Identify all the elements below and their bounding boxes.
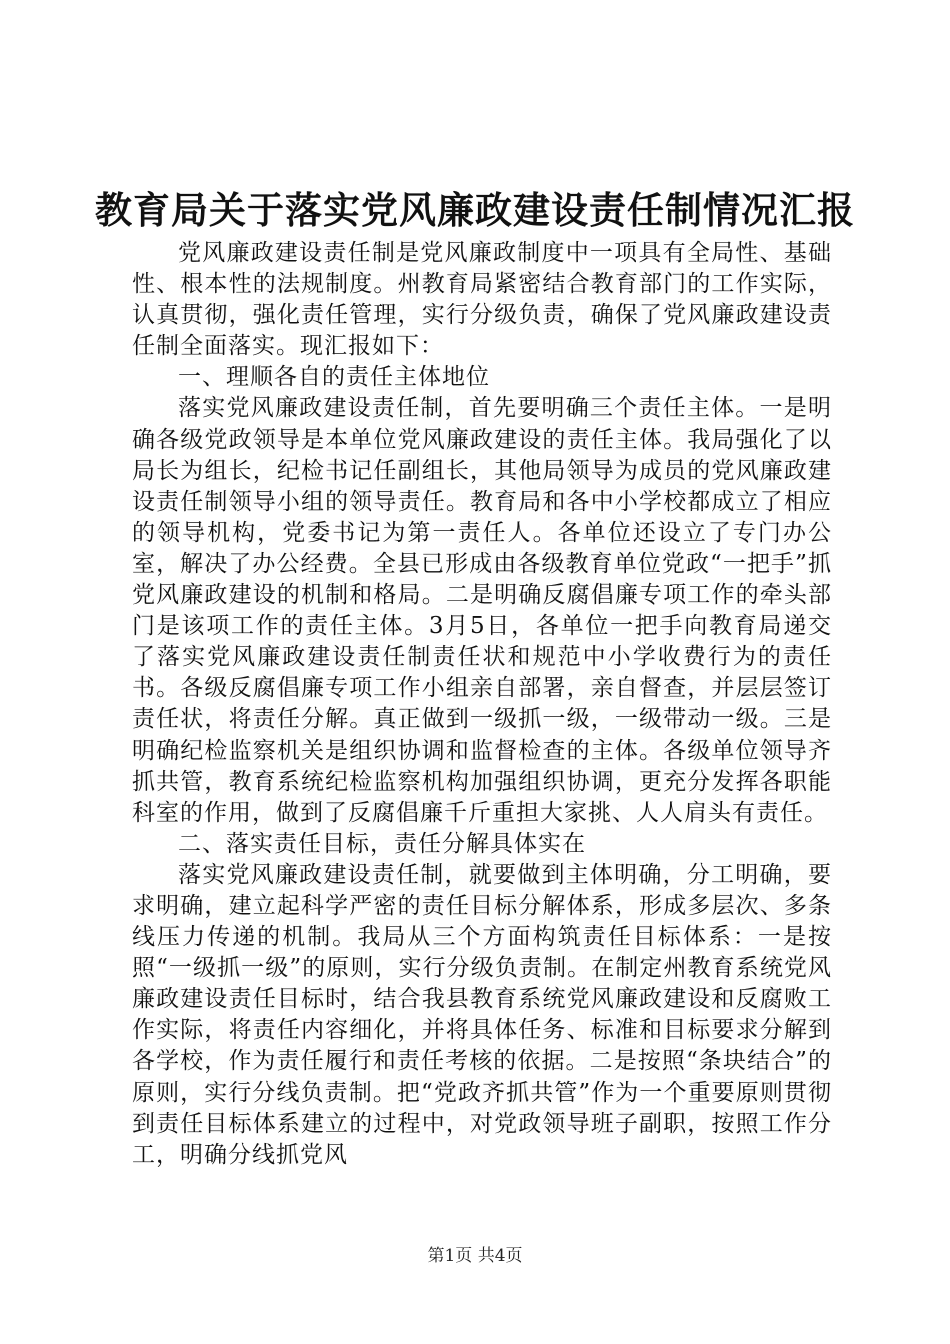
page-number-footer: 第1页 共4页 <box>427 1246 523 1266</box>
document-title: 教育局关于落实党风廉政建设责任制情况汇报 <box>95 188 855 232</box>
section-heading-1: 一、理顺各自的责任主体地位 <box>178 364 490 391</box>
paragraph-section-1: 落实党风廉政建设责任制，首先要明确三个责任主体。一是明确各级党政领导是本单位党风廉政建设的责任主体。我局强化了以局长为组长，纪检书记任副组长，其他局领导为成员的党风廉政建设责任制领导小组的领导责任。教育局和各中小学校都成立了相应的领导机构，党委书记为第一责任人。各单位还设立了专门办公室，解决了办公经费。全县已形成由各级教育单位党政“一把手”抓党风廉政建设的机制和格局。二是明确反腐倡廉专项工作的牵头部门是该项工作的责任主体。3月5日，各单位一把手向教育局递交了落实党风廉政建设责任制责任状和规范中小学收费行为的责任书。各级反腐倡廉专项工作小组亲自部署，亲自督查，并层层签订责任状，将责任分解。真正做到一级抓一级，一级带动一级。三是明确纪检监察机关是组织协调和监督检查的主体。各级单位领导齐抓共管，教育系统纪检监察机构加强组织协调，更充分发挥各职能科室的作用，做到了反腐倡廉千斤重担大家挑、人人肩头有责任。 <box>132 395 832 826</box>
paragraph-intro: 党风廉政建设责任制是党风廉政制度中一项具有全局性、基础性、根本性的法规制度。州教育局紧密结合教育部门的工作实际，认真贯彻，强化责任管理，实行分级负责，确保了党风廉政建设责任制全面落实。现汇报如下： <box>132 240 832 360</box>
paragraph-section-2: 落实党风廉政建设责任制，就要做到主体明确，分工明确，要求明确，建立起科学严密的责任目标分解体系，形成多层次、多条线压力传递的机制。我局从三个方面构筑责任目标体系：一是按照“一级抓一级”的原则，实行分级负责制。在制定州教育系统党风廉政建设责任目标时，结合我县教育系统党风廉政建设和反腐败工作实际，将责任内容细化，并将具体任务、标准和目标要求分解到各学校，作为责任履行和责任考核的依据。二是按照“条块结合”的原则，实行分线负责制。把“党政齐抓共管”作为一个重要原则贯彻到责任目标体系建立的过程中，对党政领导班子副职，按照工作分工，明确分线抓党风 <box>132 861 832 1168</box>
document-body <box>132 238 832 1171</box>
section-heading-2: 二、落实责任目标，责任分解具体实在 <box>178 830 586 857</box>
